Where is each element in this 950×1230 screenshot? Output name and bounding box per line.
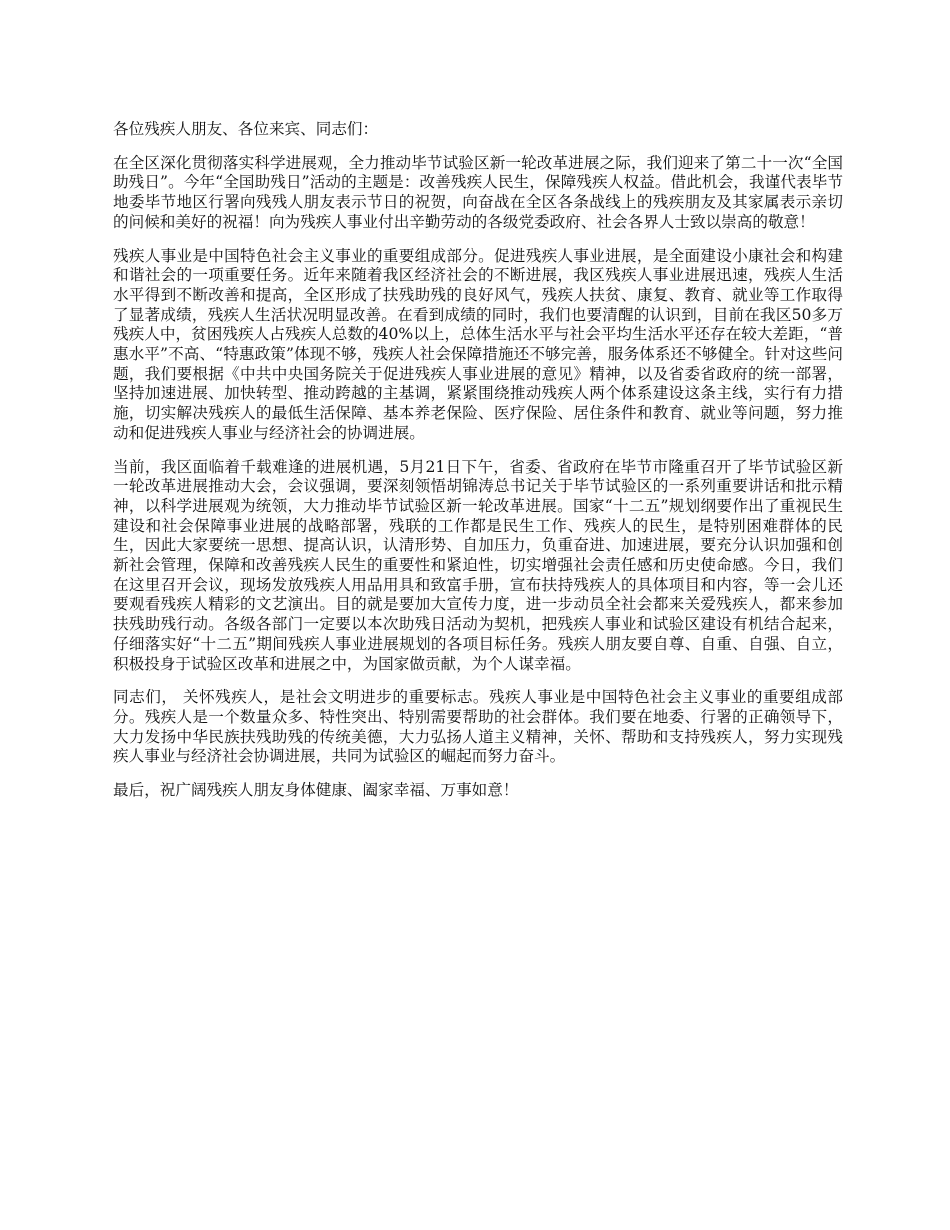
closing-paragraph: 最后，祝广阔残疾人朋友身体健康、阖家幸福、万事如意！ xyxy=(113,781,519,800)
document-body xyxy=(113,120,843,815)
opportunity-paragraph: 当前，我区面临着千载难逢的进展机遇，5月21日下午，省委、省政府在毕节市隆重召开了毕节试验区新一轮改革进展推动大会，会议强调，要深刻领悟胡锦涛总书记关于毕节试验区的一系列重要讲话和批示精神，以科学进展观为统领，大力推动毕节试验区新一轮改革进展。国家“十二五”规划纲要作出了重视民生建设和社会保障事业进展的战略部署，残联的工作都是民生工作、残疾人的民生，是特别困难群体的民生，因此大家要统一思想、提高认识，认清形势、自加压力，负重奋进、加速进展，要充分认识加强和创新社会管理，保障和改善残疾人民生的重要性和紧迫性，切实增强社会责任感和历史使命感。今日，我们在这里召开会议，现场发放残疾人用品用具和致富手册，宣布扶持残疾人的具体项目和内容，等一会儿还要观看残疾人精彩的文艺演出。目的就是要加大宣传力度，进一步动员全社会都来关爱残疾人，都来参加扶残助残行动。各级各部门一定要以本次助残日活动为契机，把残疾人事业和试验区建设有机结合起来，仔细落实好“十二五”期间残疾人事业进展规划的各项目标任务。残疾人朋友要自尊、自重、自强、自立，积极投身于试验区改革和进展之中，为国家做贡献，为个人谋幸福。 xyxy=(113,457,843,673)
comrades-paragraph: 同志们， 关怀残疾人，是社会文明进步的重要标志。残疾人事业是中国特色社会主义事业的重要组成部分。残疾人是一个数量众多、特性突出、特别需要帮助的社会群体。我们要在地委、行署的正确领导下，大力发扬中华民族扶残助残的传统美德，大力弘扬人道主义精神，关怀、帮助和支持残疾人，努力实现残疾人事业与经济社会协调进展，共同为试验区的崛起而努力奋斗。 xyxy=(113,688,843,766)
achievements-paragraph: 残疾人事业是中国特色社会主义事业的重要组成部分。促进残疾人事业进展，是全面建设小康社会和构建和谐社会的一项重要任务。近年来随着我区经济社会的不断进展，我区残疾人事业进展迅速，残疾人生活水平得到不断改善和提高，全区形成了扶残助残的良好风气，残疾人扶贫、康复、教育、就业等工作取得了显著成绩，残疾人生活状况明显改善。在看到成绩的同时，我们也要清醒的认识到，目前在我区50多万残疾人中，贫困残疾人占残疾人总数的40%以上，总体生活水平与社会平均生活水平还存在较大差距，“普惠水平”不高、“特惠政策”体现不够，残疾人社会保障措施还不够完善，服务体系还不够健全。针对这些问题，我们要根据《中共中央国务院关于促进残疾人事业进展的意见》精神，以及省委省政府的统一部署，坚持加速进展、加快转型、推动跨越的主基调，紧紧围绕推动残疾人两个体系建设这条主线，实行有力措施，切实解决残疾人的最低生活保障、基本养老保险、医疗保险、居住条件和教育、就业等问题，努力推动和促进残疾人事业与经济社会的协调进展。 xyxy=(113,246,843,442)
greeting-paragraph: 各位残疾人朋友、各位来宾、同志们： xyxy=(113,120,379,138)
intro-paragraph: 在全区深化贯彻落实科学进展观，全力推动毕节试验区新一轮改革进展之际，我们迎来了第二十一次“全国助残日”。今年“全国助残日”活动的主题是：改善残疾人民生，保障残疾人权益。借此机会，我谨代表毕节地委毕节地区行署向残残人朋友表示节日的祝贺，向奋战在全区各条战线上的残疾朋友及其家属表示亲切的问候和美好的祝福！向为残疾人事业付出辛勤劳动的各级党委政府、社会各界人士致以崇高的敬意！ xyxy=(113,153,843,231)
